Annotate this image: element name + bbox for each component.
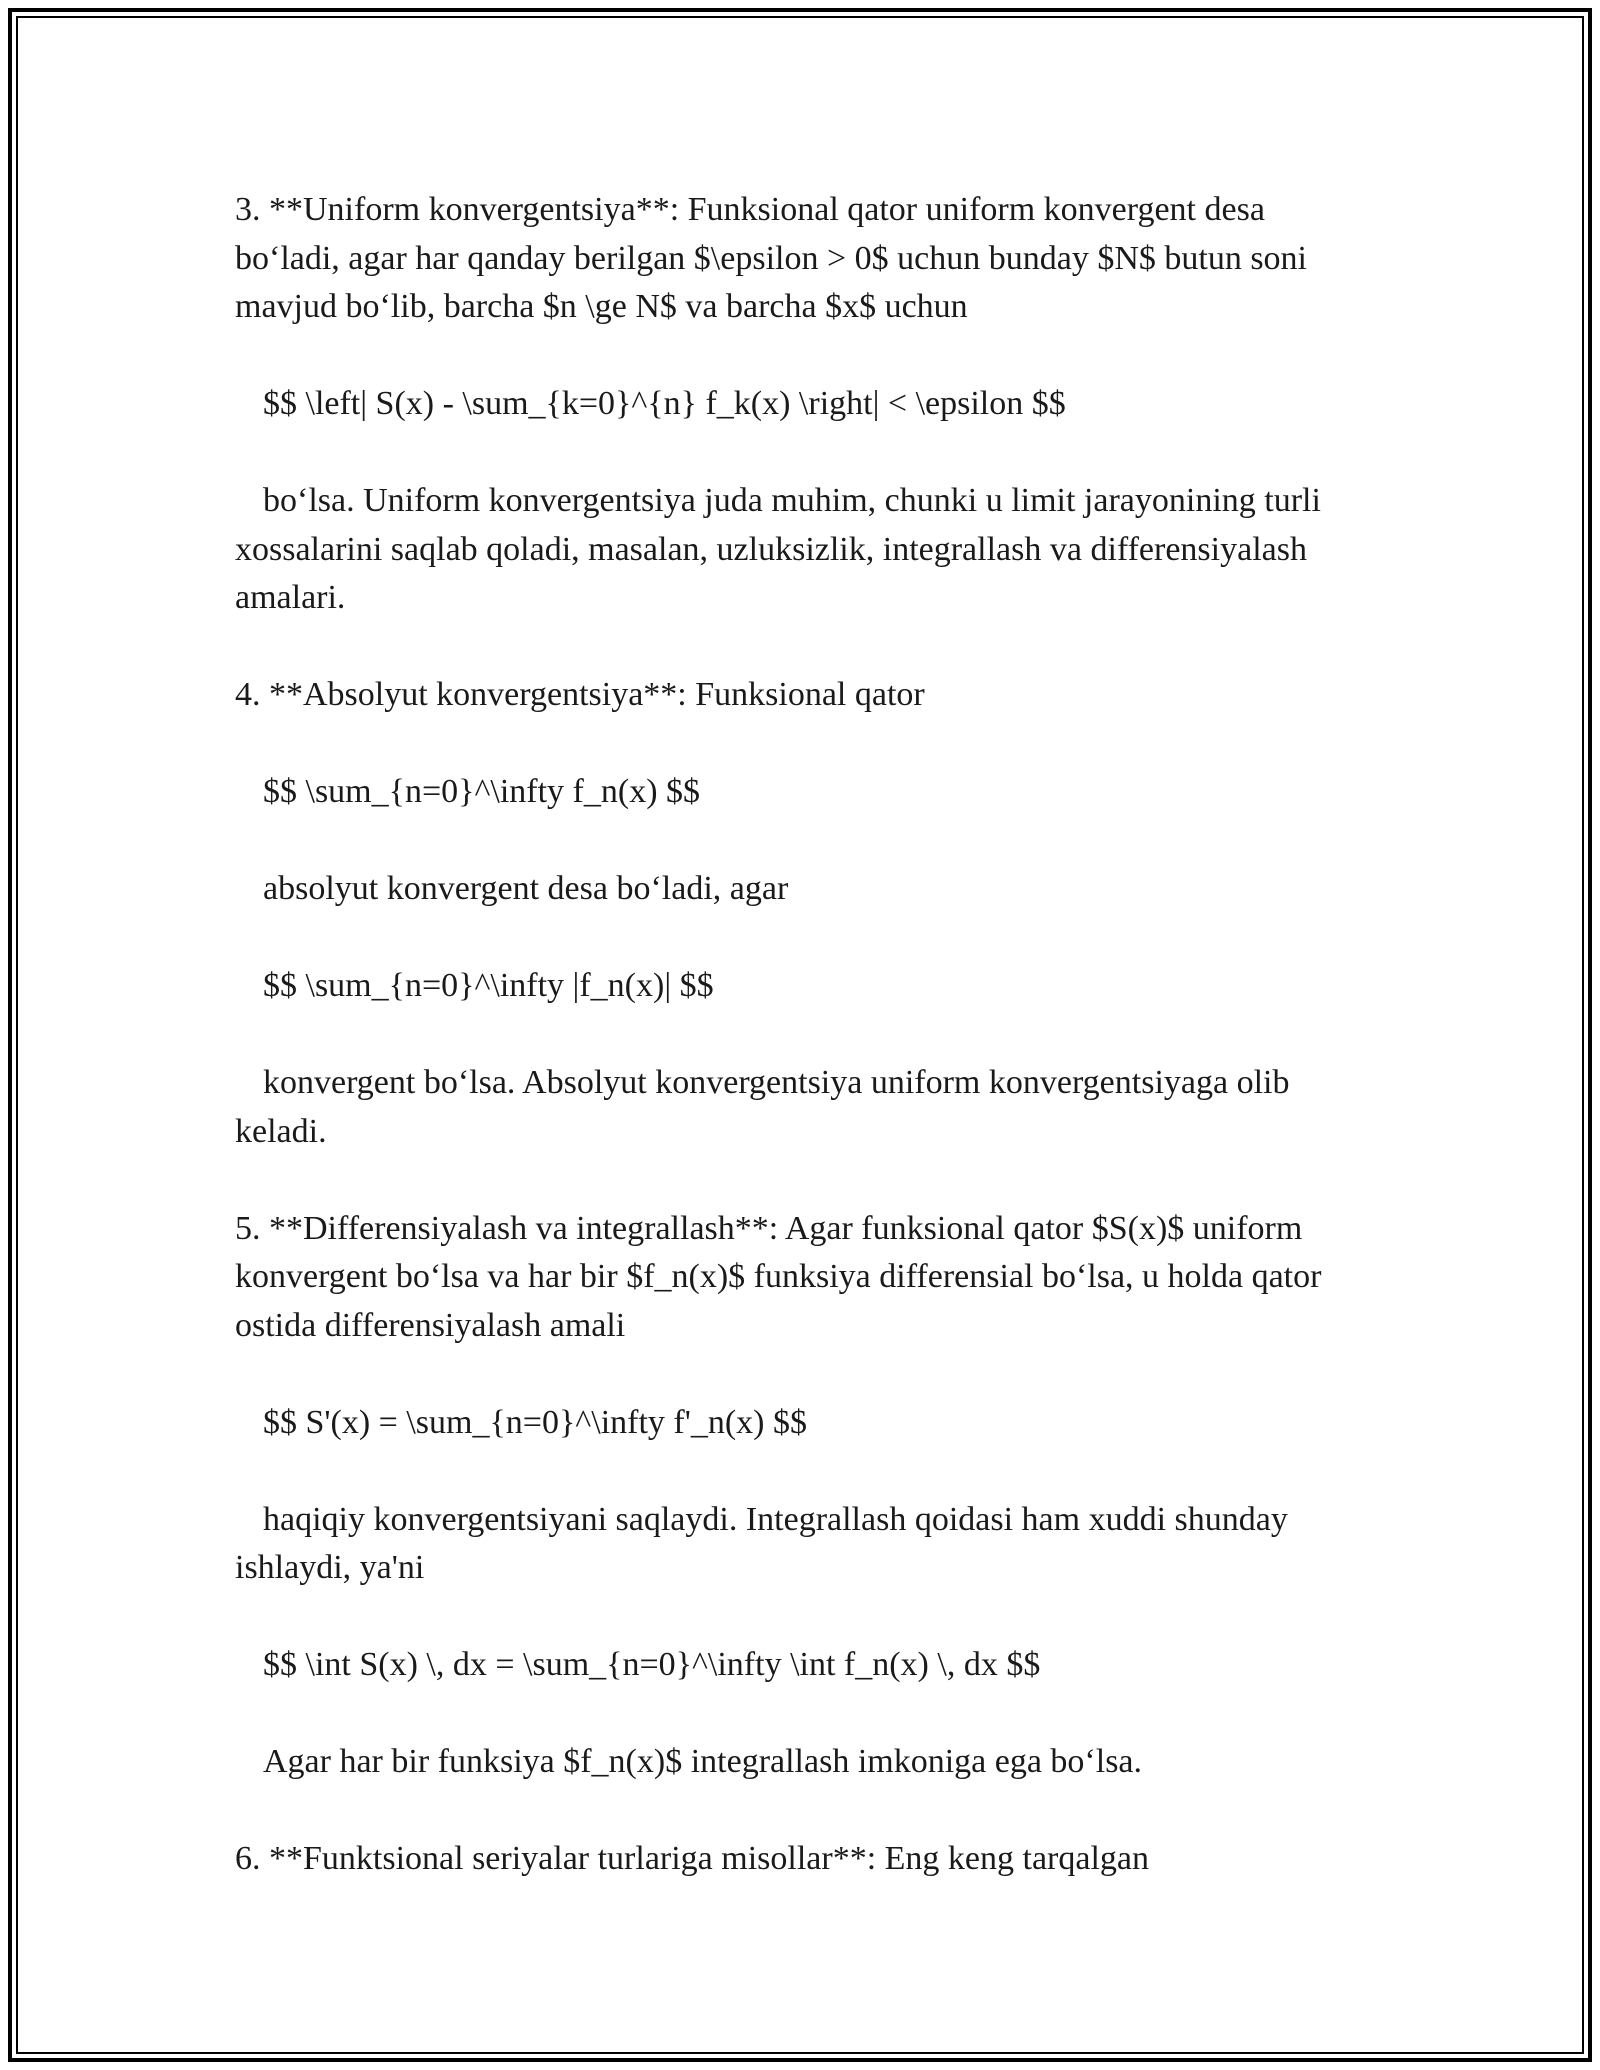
paragraph-absolute-condition: absolyut konvergent desa bo‘ladi, agar bbox=[263, 870, 789, 907]
formula-uniform-condition: $$ \left| S(x) - \sum_{k=0}^{n} f_k(x) \right| < \epsilon $$ bbox=[263, 385, 1066, 422]
paragraph-examples-intro: 6. **Funktsional seriyalar turlariga misollar**: Eng keng tarqalgan bbox=[235, 1840, 1149, 1877]
formula-integral-sum: $$ \int S(x) \, dx = \sum_{n=0}^\infty \int f_n(x) \, dx $$ bbox=[263, 1646, 1041, 1683]
paragraph-absolute-intro: 4. **Absolyut konvergentsiya**: Funksional qator bbox=[235, 676, 925, 713]
paragraph-integration-condition: Agar har bir funksiya $f_n(x)$ integrallash imkoniga ega bo‘lsa. bbox=[263, 1743, 1143, 1780]
paragraph-uniform-explanation: bo‘lsa. Uniform konvergentsiya juda muhim, chunki u limit jarayonining turli xossalarini saqlab qoladi, masalan, uzluksizlik, integrallash va differensiyalash amalari. bbox=[235, 482, 1330, 616]
paragraph-differentiation-intro: 5. **Differensiyalash va integrallash**: Agar funksional qator $S(x)$ uniform konvergent bo‘lsa va har bir $f_n(x)$ funksiya differensial bo‘lsa, u holda qator ostida differensiyalash amali bbox=[235, 1209, 1330, 1344]
formula-series-sum: $$ \sum_{n=0}^\infty f_n(x) $$ bbox=[263, 773, 701, 810]
paragraph-integration-intro: haqiqiy konvergentsiyani saqlaydi. Integrallash qoidasi ham xuddi shunday ishlaydi, ya'ni bbox=[235, 1500, 1297, 1586]
formula-absolute-sum: $$ \sum_{n=0}^\infty |f_n(x)| $$ bbox=[263, 967, 714, 1004]
paragraph-absolute-conclusion: konvergent bo‘lsa. Absolyut konvergentsiya uniform konvergentsiyaga olib keladi. bbox=[235, 1064, 1298, 1150]
document-body bbox=[235, 186, 1365, 1884]
formula-derivative-sum: $$ S'(x) = \sum_{n=0}^\infty f'_n(x) $$ bbox=[263, 1403, 807, 1441]
paragraph-uniform-intro: 3. **Uniform konvergentsiya**: Funksional qator uniform konvergent desa bo‘ladi, agar har qanday berilgan $\epsilon > 0$ uchun bunday $N$ butun soni mavjud bo‘lib, barcha $n \ge N$ va barcha $x$ uchun bbox=[235, 191, 1316, 325]
